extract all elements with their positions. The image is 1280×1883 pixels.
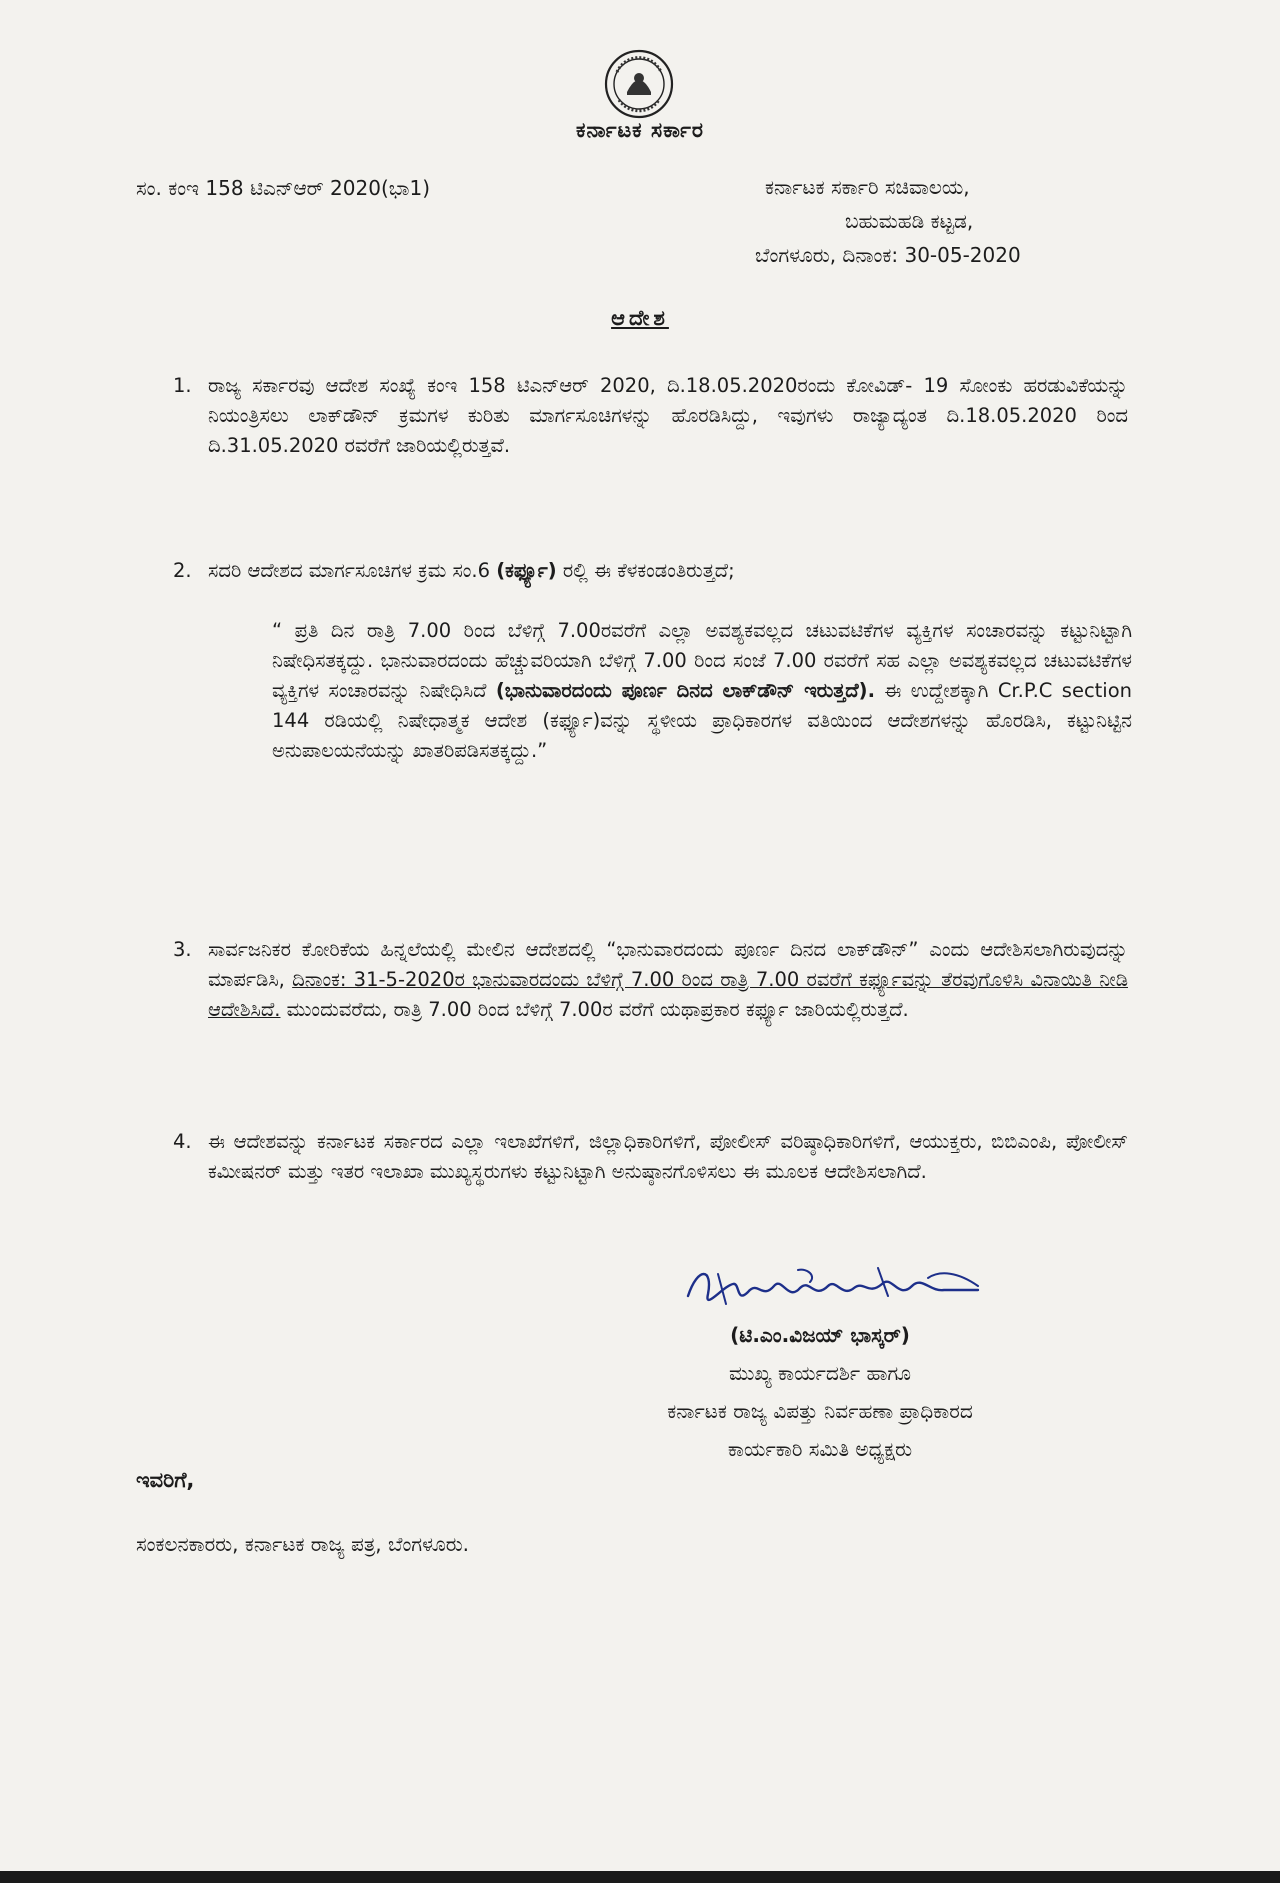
paragraph-text: ರಲ್ಲಿ ಈ ಕೆಳಕಂಡಂತಿರುತ್ತದೆ;	[556, 559, 735, 582]
address-block	[740, 170, 1120, 272]
quote-text: “ ಪ್ರತಿ ದಿನ ರಾತ್ರಿ 7.00 ರಿಂದ ಬೆಳಿಗ್ಗೆ 7.00ರವರೆಗೆ ಎಲ್ಲಾ ಅವಶ್ಯಕವಲ್ಲದ ಚಟುವಟಿಕೆಗಳ ವ್ಯಕ್ತಿಗಳ ಸಂಚಾರವನ್ನು ಕಟ್ಟುನಿಟ್ಟಾಗಿ ನಿಷೇಧಿಸತಕ್ಕದ್ದು. ಭಾನುವಾರದಂದು ಹೆಚ್ಚುವರಿಯಾಗಿ ಬೆಳಿಗ್ಗೆ 7.00 ರಿಂದ ಸಂಜೆ 7.00 ರವರೆಗೆ ಸಹ ಎಲ್ಲಾ ಅವಶ್ಯಕವಲ್ಲದ ಚಟುವಟಿಕೆಗಳ ವ್ಯಕ್ತಿಗಳ ಸಂಚಾರವನ್ನು ನಿಷೇಧಿಸಿದೆ	[272, 619, 1132, 702]
signatory-designation: ಮುಖ್ಯ ಕಾರ್ಯದರ್ಶಿ ಹಾಗೂ	[729, 1361, 911, 1385]
quoted-guideline	[272, 616, 1132, 766]
signatory-designation: ಕಾರ್ಯಕಾರಿ ಸಮಿತಿ ಅಧ್ಯಕ್ಷರು	[727, 1437, 913, 1461]
signatory-designation: ಕರ್ನಾಟಕ ರಾಜ್ಯ ವಿಪತ್ತು ನಿರ್ವಹಣಾ ಪ್ರಾಧಿಕಾರದ	[667, 1399, 973, 1423]
paragraph-text: ಸದರಿ ಆದೇಶದ ಮಾರ್ಗಸೂಚಿಗಳ ಕ್ರಮ ಸಂ.6	[208, 559, 497, 582]
paragraph-text: ಸಾರ್ವಜನಿಕರ ಕೋರಿಕೆಯ ಹಿನ್ನಲೆಯಲ್ಲಿ ಮೇಲಿನ ಆದೇಶದಲ್ಲಿ “ಭಾನುವಾರದಂದು ಪೂರ್ಣ ದಿನದ ಲಾಕ್‌ಡೌನ್” ಎಂದು ಆದೇಶಿಸಲಾಗಿರುವುದನ್ನು ಮಾರ್ಪಡಿಸಿ,	[208, 938, 1128, 991]
paragraph-4	[173, 1127, 1128, 1187]
paragraph-underlined-text: ದಿನಾಂಕ: 31-5-2020ರ ಭಾನುವಾರದಂದು ಬೆಳಿಗ್ಗೆ 7.00 ರಿಂದ ರಾತ್ರಿ 7.00 ರವರೆಗೆ ಕರ್ಫ್ಯೂವನ್ನು ತೆರವುಗೊಳಿಸಿ ವಿನಾಯಿತಿ ನೀಡಿ ಆದೇಶಿಸಿದೆ.	[208, 968, 1128, 1021]
page-bottom-edge	[0, 1871, 1280, 1883]
signatory-block	[540, 1316, 1100, 1468]
paragraph-number: 2.	[173, 559, 192, 582]
paragraph-text: ಮುಂದುವರೆದು, ರಾತ್ರಿ 7.00 ರಿಂದ ಬೆಳಿಗ್ಗೆ 7.00ರ ವರೆಗೆ ಯಥಾಪ್ರಕಾರ ಕರ್ಫ್ಯೂ ಜಾರಿಯಲ್ಲಿರುತ್ತದೆ.	[280, 998, 909, 1021]
paragraph-number: 1.	[173, 374, 192, 397]
to-label: ಇವರಿಗೆ,	[136, 1468, 195, 1492]
address-line: ಬಹುಮಹಡಿ ಕಟ್ಟಡ,	[845, 209, 974, 233]
address-line: ಕರ್ನಾಟಕ ಸರ್ಕಾರಿ ಸಚಿವಾಲಯ,	[765, 175, 970, 199]
quote-text: ಈ ಉದ್ದೇಶಕ್ಕಾಗಿ Cr.P.C section 144 ರಡಿಯಲ್ಲಿ ನಿಷೇಧಾತ್ಮಕ ಆದೇಶ (ಕರ್ಫ್ಯೂ)ವನ್ನು ಸ್ಥಳೀಯ ಪ್ರಾಧಿಕಾರಗಳ ವತಿಯಿಂದ ಆದೇಶಗಳನ್ನು ಹೊರಡಿಸಿ, ಕಟ್ಟುನಿಟ್ಟಿನ ಅನುಪಾಲಯನೆಯನ್ನು ಖಾತರಿಪಡಿಸತಕ್ಕದ್ದು.”	[272, 679, 1133, 762]
government-title: ಕರ್ನಾಟಕ ಸರ್ಕಾರ	[576, 118, 704, 142]
paragraph-number: 4.	[173, 1130, 192, 1153]
recipient: ಸಂಕಲನಕಾರರು, ಕರ್ನಾಟಕ ರಾಜ್ಯ ಪತ್ರ, ಬೆಂಗಳೂರು.	[136, 1532, 470, 1556]
quote-bold-text: (ಭಾನುವಾರದಂದು ಪೂರ್ಣ ದಿನದ ಲಾಕ್‌ಡೌನ್ ಇರುತ್ತದೆ).	[495, 679, 876, 702]
paragraph-bold-text: (ಕರ್ಫ್ಯೂ)	[496, 559, 557, 582]
paragraph-number: 3.	[173, 938, 192, 961]
order-title: ಆದೇಶ	[611, 306, 669, 330]
paragraph-1	[173, 371, 1128, 461]
government-emblem-icon	[603, 48, 675, 120]
paragraph-3	[173, 935, 1128, 1025]
signatory-name: (ಟಿ.ಎಂ.ವಿಜಯ್ ಭಾಸ್ಕರ್)	[730, 1323, 910, 1347]
paragraph-text: ರಾಜ್ಯ ಸರ್ಕಾರವು ಆದೇಶ ಸಂಖ್ಯೆ ಕಂಇ 158 ಟಿಎನ್‌ಆರ್ 2020, ದಿ.18.05.2020ರಂದು ಕೋವಿಡ್- 19 ಸೋಂಕು ಹರಡುವಿಕೆಯನ್ನು ನಿಯಂತ್ರಿಸಲು ಲಾಕ್‌ಡೌನ್ ಕ್ರಮಗಳ ಕುರಿತು ಮಾರ್ಗಸೂಚಿಗಳನ್ನು ಹೊರಡಿಸಿದ್ದು, ಇವುಗಳು ರಾಜ್ಯಾದ್ಯಂತ ದಿ.18.05.2020 ರಿಂದ ದಿ.31.05.2020 ರವರೆಗೆ ಜಾರಿಯಲ್ಲಿರುತ್ತವೆ.	[208, 374, 1128, 457]
reference-number: ಸಂ. ಕಂಇ 158 ಟಿಎನ್‌ಆರ್ 2020(ಭಾ1)	[136, 176, 431, 200]
paragraph-2	[173, 556, 1128, 586]
address-date-line: ಬೆಂಗಳೂರು, ದಿನಾಂಕ: 30-05-2020	[755, 243, 1021, 267]
paragraph-text: ಈ ಆದೇಶವನ್ನು ಕರ್ನಾಟಕ ಸರ್ಕಾರದ ಎಲ್ಲಾ ಇಲಾಖೆಗಳಿಗೆ, ಜಿಲ್ಲಾಧಿಕಾರಿಗಳಿಗೆ, ಪೋಲೀಸ್ ವರಿಷ್ಠಾಧಿಕಾರಿಗಳಿಗೆ, ಆಯುಕ್ತರು, ಬಿಬಿಎಂಪಿ, ಪೋಲೀಸ್ ಕಮೀಷನರ್ ಮತ್ತು ಇತರ ಇಲಾಖಾ ಮುಖ್ಯಸ್ಥರುಗಳು ಕಟ್ಟುನಿಟ್ಟಾಗಿ ಅನುಷ್ಠಾನಗೊಳಿಸಲು ಈ ಮೂಲಕ ಆದೇಶಿಸಲಾಗಿದೆ.	[208, 1130, 1128, 1183]
signature-icon	[678, 1256, 998, 1324]
